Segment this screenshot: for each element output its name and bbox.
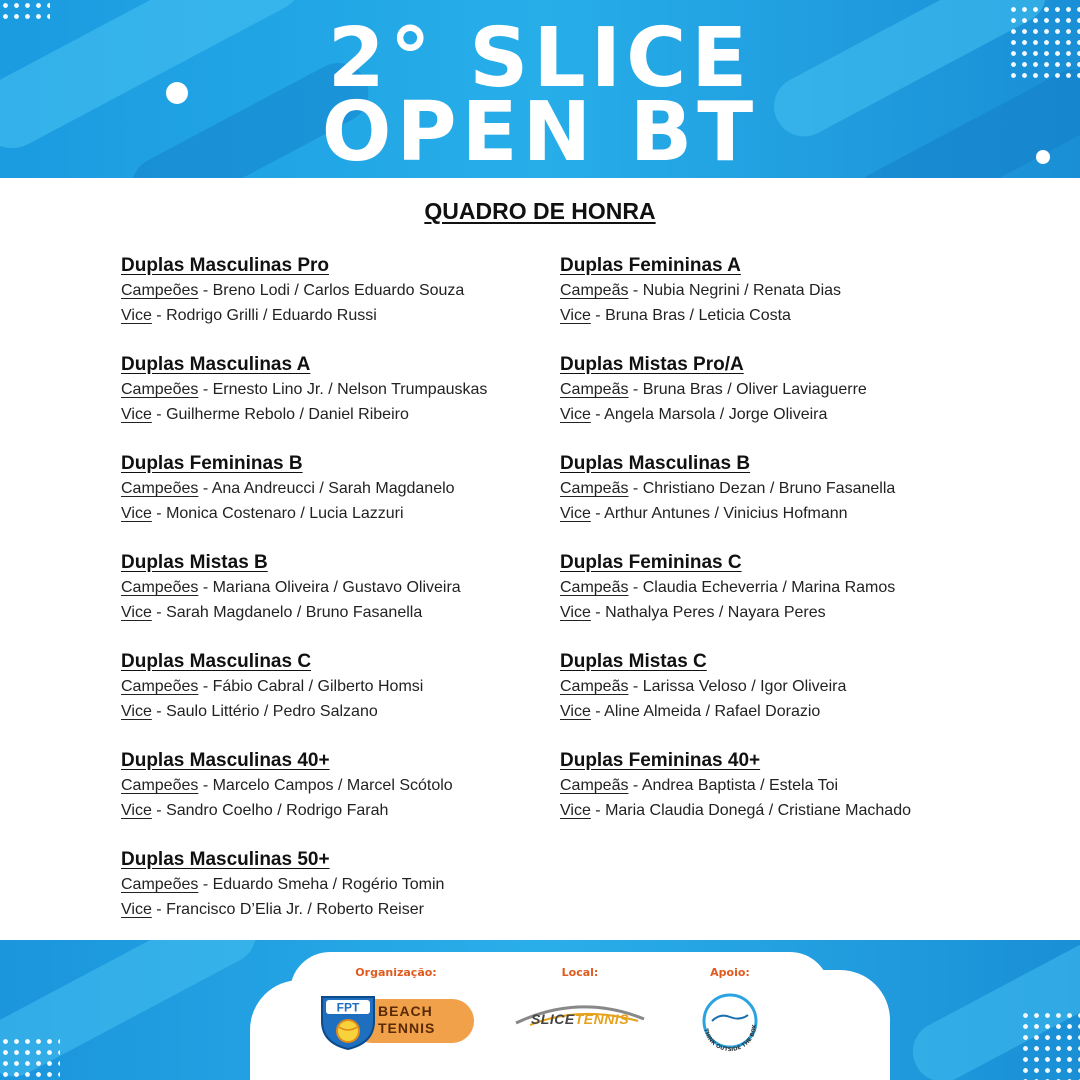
sponsor-label: Local: xyxy=(561,966,599,979)
honor-board xyxy=(0,178,1080,940)
player-names: - Angela Marsola / Jorge Oliveira xyxy=(590,406,828,423)
category-block xyxy=(560,254,1000,353)
runner-up-line xyxy=(560,600,1000,625)
role-label: Campeões xyxy=(121,579,199,596)
slice-logo-word: SLICE xyxy=(530,1011,575,1027)
category-block xyxy=(560,452,1000,551)
fpt-beach-tennis-logo xyxy=(316,991,476,1051)
role-label: Vice xyxy=(560,406,591,423)
category-title: Duplas Masculinas Pro xyxy=(121,255,330,276)
player-names: - Christiano Dezan / Bruno Fasanella xyxy=(628,480,896,497)
role-label: Campeãs xyxy=(560,678,629,695)
role-label: Campeãs xyxy=(560,282,629,299)
event-title-line1: 2° SLICE xyxy=(327,11,753,106)
champions-line xyxy=(560,575,1000,600)
player-names: - Sarah Magdanelo / Bruno Fasanella xyxy=(151,604,423,621)
role-label: Vice xyxy=(121,901,152,918)
role-label: Vice xyxy=(560,604,591,621)
role-label: Vice xyxy=(121,505,152,522)
player-names: - Guilherme Rebolo / Daniel Ribeiro xyxy=(151,406,409,423)
player-names: - Rodrigo Grilli / Eduardo Russi xyxy=(151,307,377,324)
category-block xyxy=(560,551,1000,650)
role-label: Campeãs xyxy=(560,381,629,398)
champions-line xyxy=(121,773,551,798)
category-block xyxy=(560,353,1000,452)
player-names: - Arthur Antunes / Vinicius Hofmann xyxy=(590,505,848,522)
role-label: Vice xyxy=(560,505,591,522)
role-label: Vice xyxy=(121,604,152,621)
runner-up-line xyxy=(560,501,1000,526)
runner-up-line xyxy=(121,600,551,625)
champions-line xyxy=(121,872,551,897)
role-label: Campeões xyxy=(121,777,199,794)
category-title: Duplas Mistas C xyxy=(560,651,707,672)
champions-line xyxy=(121,476,551,501)
role-label: Campeões xyxy=(121,876,199,893)
fpt-shield-icon xyxy=(318,991,378,1051)
sponsor-footer xyxy=(0,940,1080,1080)
runner-up-line xyxy=(121,798,551,823)
champions-line xyxy=(560,773,1000,798)
role-label: Vice xyxy=(121,802,152,819)
player-names: - Bruna Bras / Leticia Costa xyxy=(590,307,791,324)
role-label: Campeões xyxy=(121,678,199,695)
category-block xyxy=(560,749,1000,848)
runner-up-line xyxy=(121,402,551,427)
category-title: Duplas Masculinas C xyxy=(121,651,312,672)
category-block xyxy=(121,452,551,551)
board-title: QUADRO DE HONRA xyxy=(424,198,656,224)
champions-line xyxy=(121,278,551,303)
player-names: - Francisco D’Elia Jr. / Roberto Reiser xyxy=(151,901,424,918)
role-label: Vice xyxy=(121,406,152,423)
category-block xyxy=(121,650,551,749)
player-names: - Monica Costenaro / Lucia Lazzuri xyxy=(151,505,404,522)
champions-line xyxy=(560,476,1000,501)
category-title: Duplas Femininas B xyxy=(121,453,303,474)
event-title-line2: OPEN BT xyxy=(321,85,759,178)
role-label: Campeãs xyxy=(560,777,629,794)
champions-line xyxy=(560,278,1000,303)
player-names: - Ernesto Lino Jr. / Nelson Trumpauskas xyxy=(198,381,488,398)
role-label: Campeões xyxy=(121,381,199,398)
player-names: - Nathalya Peres / Nayara Peres xyxy=(590,604,826,621)
champions-line xyxy=(121,377,551,402)
role-label: Vice xyxy=(560,307,591,324)
player-names: - Claudia Echeverria / Marina Ramos xyxy=(628,579,896,596)
runner-up-line xyxy=(560,402,1000,427)
champions-line xyxy=(560,674,1000,699)
runner-up-line xyxy=(560,798,1000,823)
player-names: - Aline Almeida / Rafael Dorazio xyxy=(590,703,821,720)
player-names: - Sandro Coelho / Rodrigo Farah xyxy=(151,802,389,819)
player-names: - Fábio Cabral / Gilberto Homsi xyxy=(198,678,424,695)
svg-text:FPT: FPT xyxy=(336,1000,360,1015)
runner-up-line xyxy=(560,699,1000,724)
player-names: - Eduardo Smeha / Rogério Tomin xyxy=(198,876,445,893)
champions-line xyxy=(121,674,551,699)
category-block xyxy=(121,254,551,353)
player-names: - Breno Lodi / Carlos Eduardo Souza xyxy=(198,282,465,299)
sponsor-label: Organização: xyxy=(355,966,437,979)
fpt-logo-text xyxy=(378,1003,435,1037)
champions-line xyxy=(121,575,551,600)
role-label: Campeãs xyxy=(560,579,629,596)
sponsor-local xyxy=(510,966,650,1047)
role-label: Campeãs xyxy=(560,480,629,497)
category-block xyxy=(121,353,551,452)
dot-pattern xyxy=(0,1036,60,1080)
runner-up-line xyxy=(560,303,1000,328)
player-names: - Larissa Veloso / Igor Oliveira xyxy=(628,678,847,695)
header-banner xyxy=(0,0,1080,178)
category-title: Duplas Femininas C xyxy=(560,552,742,573)
runner-up-line xyxy=(121,699,551,724)
fpt-logo-line1: BEACH xyxy=(378,1003,433,1019)
sponsor-apoio xyxy=(680,966,780,1067)
runner-up-line xyxy=(121,897,551,922)
sponsor-organizacao xyxy=(316,966,476,1051)
runner-up-line xyxy=(121,303,551,328)
role-label: Campeões xyxy=(121,480,199,497)
category-title: Duplas Masculinas B xyxy=(560,453,751,474)
champions-line xyxy=(560,377,1000,402)
category-block xyxy=(121,848,551,947)
slice-tennis-logo xyxy=(510,993,650,1047)
player-names: - Bruna Bras / Oliver Laviaguerre xyxy=(628,381,867,398)
player-names: - Ana Andreucci / Sarah Magdanelo xyxy=(198,480,455,497)
category-title: Duplas Masculinas 50+ xyxy=(121,849,330,870)
category-block xyxy=(560,650,1000,749)
category-block xyxy=(121,551,551,650)
player-names: - Nubia Negrini / Renata Dias xyxy=(628,282,842,299)
sponsor-label: Apoio: xyxy=(710,966,750,979)
fpt-logo-line2: TENNIS xyxy=(378,1020,436,1036)
category-title: Duplas Femininas A xyxy=(560,255,741,276)
svg-text:THINK OUTSIDE THE BOX: THINK OUTSIDE THE BOX xyxy=(702,1024,759,1054)
category-title: Duplas Femininas 40+ xyxy=(560,750,761,771)
category-title: Duplas Masculinas A xyxy=(121,354,311,375)
sponsor-panel-edge xyxy=(800,970,890,1080)
player-names: - Andrea Baptista / Estela Toi xyxy=(628,777,839,794)
player-names: - Maria Claudia Donegá / Cristiane Machado xyxy=(590,802,911,819)
role-label: Vice xyxy=(121,307,152,324)
slice-logo-text xyxy=(510,1011,650,1027)
role-label: Campeões xyxy=(121,282,199,299)
category-title: Duplas Masculinas 40+ xyxy=(121,750,330,771)
player-names: - Marcelo Campos / Marcel Scótolo xyxy=(198,777,453,794)
runner-up-line xyxy=(121,501,551,526)
left-column xyxy=(121,254,551,947)
player-names: - Mariana Oliveira / Gustavo Oliveira xyxy=(198,579,461,596)
role-label: Vice xyxy=(560,703,591,720)
player-names: - Saulo Littério / Pedro Salzano xyxy=(151,703,378,720)
role-label: Vice xyxy=(121,703,152,720)
role-label: Vice xyxy=(560,802,591,819)
dot-pattern xyxy=(1020,1010,1080,1080)
category-block xyxy=(121,749,551,848)
think-outside-the-box-logo xyxy=(692,987,768,1063)
category-title: Duplas Mistas Pro/A xyxy=(560,354,744,375)
category-title: Duplas Mistas B xyxy=(121,552,268,573)
tennis-logo-word: TENNIS xyxy=(574,1011,630,1027)
right-column xyxy=(560,254,1000,848)
